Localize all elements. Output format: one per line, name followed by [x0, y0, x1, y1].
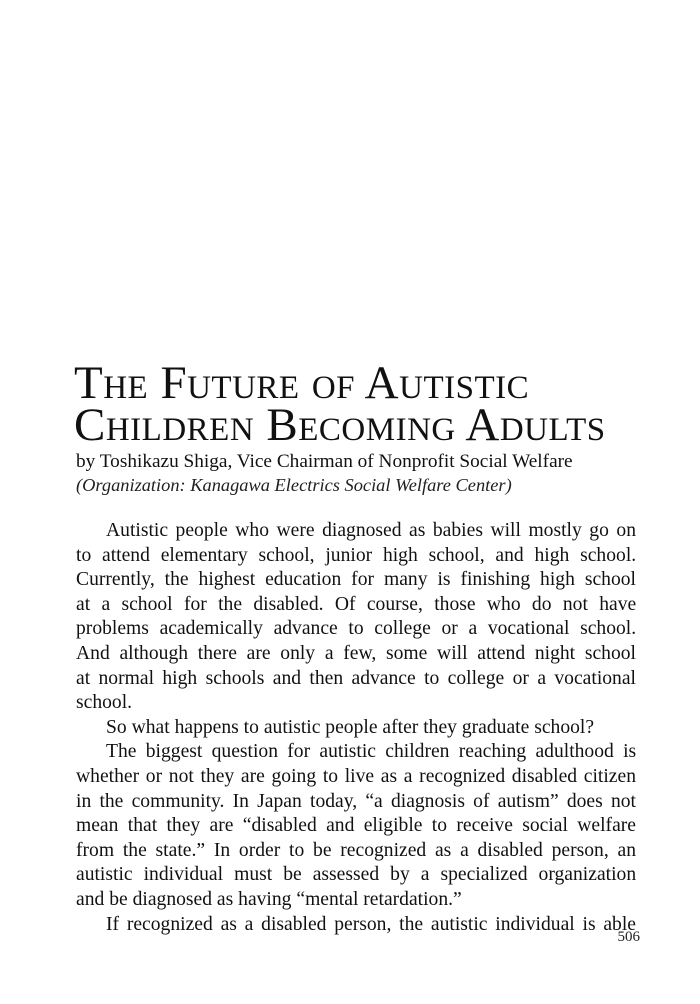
- title-line-1: The Future of Autistic: [74, 357, 530, 409]
- title-line-2: Children Becoming Adults: [74, 399, 606, 451]
- body-line: If recognized as a disabled person, the autistic individual is able: [106, 913, 636, 935]
- body-line: mean that they are “disabled and eligible to receive social welfare: [76, 815, 636, 837]
- body-line: to attend elementary school, junior high school, and high school.: [76, 544, 637, 566]
- body-line: in the community. In Japan today, “a diagnosis of autism” does not: [76, 790, 636, 812]
- body-line: and be diagnosed as having “mental retardation.”: [76, 888, 462, 910]
- page-number: 506: [617, 929, 640, 945]
- body-line: And although there are only a few, some will attend night school: [76, 642, 636, 664]
- body-line: autistic individual must be assessed by a specialized organization: [76, 864, 637, 886]
- article-body: [76, 519, 636, 937]
- body-line: school.: [76, 692, 133, 714]
- body-line: problems academically advance to college or a vocational school.: [76, 618, 637, 640]
- author-byline: by Toshikazu Shiga, Vice Chairman of Nonprofit Social Welfare: [76, 451, 573, 472]
- body-line: at a school for the disabled. Of course, those who do not have: [76, 593, 637, 615]
- author-organization: (Organization: Kanagawa Electrics Social Welfare Center): [76, 475, 512, 495]
- body-line: Autistic people who were diagnosed as babies will mostly go on: [106, 520, 636, 541]
- body-line: from the state.” In order to be recognized as a disabled person, an: [76, 839, 636, 861]
- body-line: Currently, the highest education for many is finishing high school: [76, 569, 636, 591]
- body-line: The biggest question for autistic children reaching adulthood is: [106, 741, 637, 763]
- article-title: [74, 357, 644, 451]
- body-line: So what happens to autistic people after they graduate school?: [106, 716, 595, 738]
- body-line: whether or not they are going to live as a recognized disabled citizen: [76, 765, 636, 787]
- body-line: at normal high schools and then advance to college or a vocational: [76, 667, 636, 689]
